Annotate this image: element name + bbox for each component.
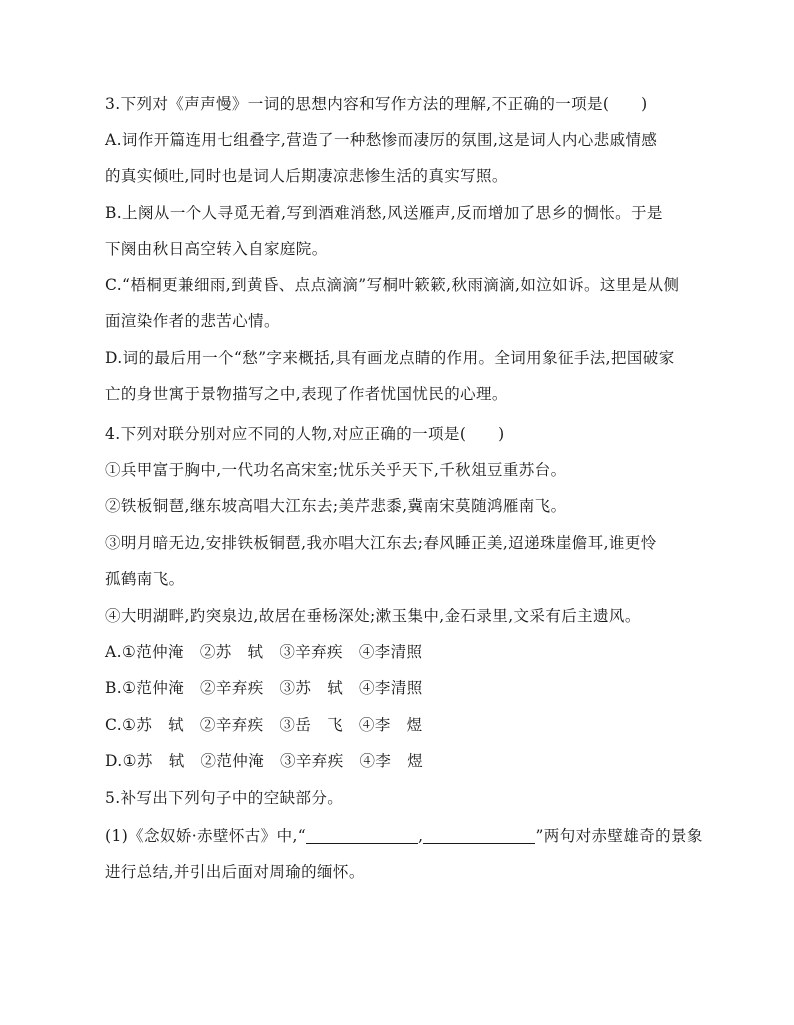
q4-couplet-1: ①兵甲富于胸中,一代功名高宋室;忧乐关乎天下,千秋俎豆重苏台。 (105, 461, 567, 479)
q3-option-b-line1: B.上阕从一个人寻觅无着,写到酒难消愁,风送雁声,反而增加了思乡的惆怅。于是 (105, 204, 663, 222)
q3-stem: 3.下列对《声声慢》一词的思想内容和写作方法的理解,不正确的一项是( ) (105, 95, 648, 113)
answer-blank-2[interactable] (423, 827, 535, 844)
q3-option-a-line1: A.词作开篇连用七组叠字,营造了一种愁惨而凄厉的氛围,这是词人内心悲戚情感 (105, 131, 658, 149)
q4-option-c: C.①苏 轼 ②辛弃疾 ③岳 飞 ④李 煜 (105, 716, 423, 734)
q4-option-a: A.①范仲淹 ②苏 轼 ③辛弃疾 ④李清照 (105, 643, 423, 661)
q3-option-c-line2: 面渲染作者的悲苦心情。 (105, 312, 280, 330)
q5-item-1-continuation: 进行总结,并引出后面对周瑜的缅怀。 (105, 863, 365, 881)
q3-option-d-line2: 亡的身世寓于景物描写之中,表现了作者忧国忧民的心理。 (105, 385, 508, 403)
q4-stem: 4.下列对联分别对应不同的人物,对应正确的一项是( ) (105, 425, 505, 443)
q3-option-b-line2: 下阕由秋日高空转入自家庭院。 (105, 240, 328, 258)
answer-blank-1[interactable] (306, 827, 418, 844)
q5-item-1-suffix: ”两句对赤壁雄奇的景象 (535, 827, 703, 845)
q4-couplet-4: ④大明湖畔,趵突泉边,故居在垂杨深处;漱玉集中,金石录里,文采有后主遗风。 (105, 607, 641, 625)
q4-option-b: B.①范仲淹 ②辛弃疾 ③苏 轼 ④李清照 (105, 679, 423, 697)
q4-couplet-3-line2: 孤鹤南飞。 (105, 570, 185, 588)
q4-couplet-3-line1: ③明月暗无边,安排铁板铜琶,我亦唱大江东去;春风睡正美,迢递珠崖儋耳,谁更怜 (105, 534, 657, 552)
q5-item-1-prefix: (1)《念奴娇·赤壁怀古》中,“ (105, 827, 307, 845)
q3-option-a-line2: 的真实倾吐,同时也是词人后期凄凉悲惨生活的真实写照。 (105, 167, 508, 185)
q4-option-d: D.①苏 轼 ②范仲淹 ③辛弃疾 ④李 煜 (105, 752, 424, 770)
q5-stem: 5.补写出下列句子中的空缺部分。 (105, 789, 344, 807)
q3-option-d-line1: D.词的最后用一个“愁”字来概括,具有画龙点睛的作用。全词用象征手法,把国破家 (105, 349, 675, 367)
q3-option-c-line1: C.“梧桐更兼细雨,到黄昏、点点滴滴”写桐叶簌簌,秋雨滴滴,如泣如诉。这里是从侧 (105, 276, 680, 294)
q4-couplet-2: ②铁板铜琶,继东坡高唱大江东去;美芹悲黍,冀南宋莫随鸿雁南飞。 (105, 497, 567, 515)
q5-item-1 (105, 826, 703, 846)
q5-item-1-separator: , (418, 827, 424, 845)
